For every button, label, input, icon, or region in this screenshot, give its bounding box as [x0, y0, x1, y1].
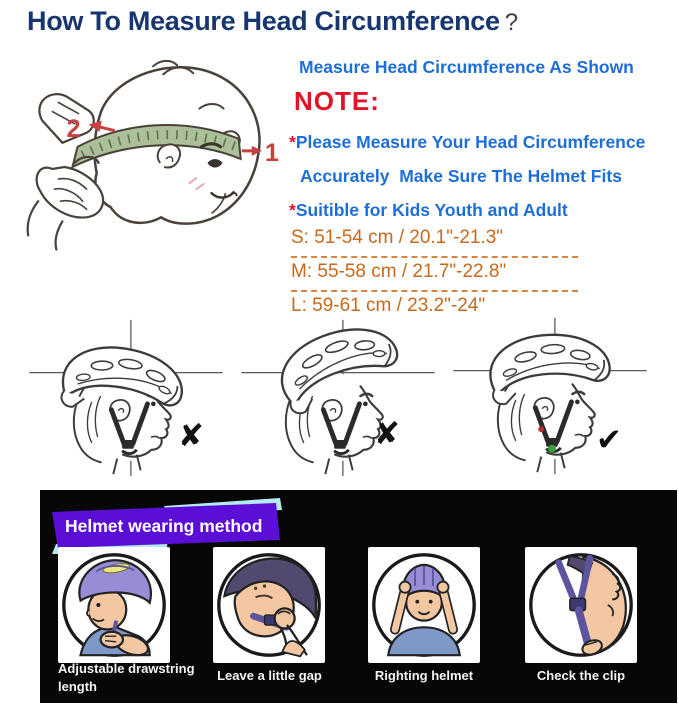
asterisk: *	[289, 132, 296, 152]
bullet-measure-line2: Accurately Make Sure The Helmet Fits	[300, 166, 622, 186]
step-card-drawstring	[58, 547, 170, 663]
fit-illustration-tilted-forward	[22, 314, 230, 482]
page-title-text: How To Measure Head Circumference	[27, 6, 500, 36]
step-label-clip: Check the clip	[536, 668, 626, 683]
step-label-drawstring: Adjustable drawstring length	[58, 661, 195, 694]
correct-mark-icon: ✔	[596, 422, 622, 458]
size-large: L: 59-61 cm / 23.2"-24"	[291, 295, 486, 316]
step-2-number: 2	[66, 114, 81, 143]
measuring-head-illustration	[2, 50, 284, 292]
measuring-hands	[28, 94, 103, 249]
righting-illustration	[368, 547, 480, 663]
note-label: NOTE:	[294, 86, 380, 116]
step-card-gap	[213, 547, 325, 663]
gap-illustration	[213, 547, 325, 663]
step-label-righting: Righting helmet	[374, 668, 474, 683]
step-card-clip	[525, 547, 637, 663]
step-label-gap: Leave a little gap	[217, 668, 322, 683]
clip-illustration	[525, 547, 637, 663]
step-card-righting	[368, 547, 480, 663]
bullet-suitable	[289, 200, 568, 221]
page-title-question-mark: ?	[504, 9, 518, 36]
fit-illustration-correct	[446, 312, 654, 480]
page-title	[27, 6, 518, 37]
bullet-suitable-text: Suitible for Kids Youth and Adult	[295, 200, 568, 220]
drawstring-illustration	[58, 547, 170, 663]
strap-green-clip	[548, 445, 556, 453]
fit-illustration-tilted-back	[234, 314, 442, 482]
wearing-method-panel	[40, 490, 677, 703]
wrong-mark-icon: ✘	[374, 416, 400, 452]
wearing-method-banner	[48, 498, 292, 554]
banner-text: Helmet wearing method	[65, 516, 263, 536]
size-medium: M: 55-58 cm / 21.7"-22.8"	[291, 261, 507, 282]
strap-red-clip	[538, 426, 544, 432]
wrong-mark-icon: ✘	[178, 418, 204, 454]
measure-heading: Measure Head Circumference As Shown	[299, 57, 634, 77]
bullet-measure-line1	[289, 132, 645, 153]
size-divider	[291, 256, 578, 258]
asterisk: *	[289, 200, 296, 220]
bullet-measure-line1-text: Please Measure Your Head Circumference	[295, 132, 646, 152]
size-small: S: 51-54 cm / 20.1"-21.3"	[291, 227, 504, 248]
step-1-number: 1	[264, 138, 279, 167]
size-divider	[291, 290, 578, 292]
